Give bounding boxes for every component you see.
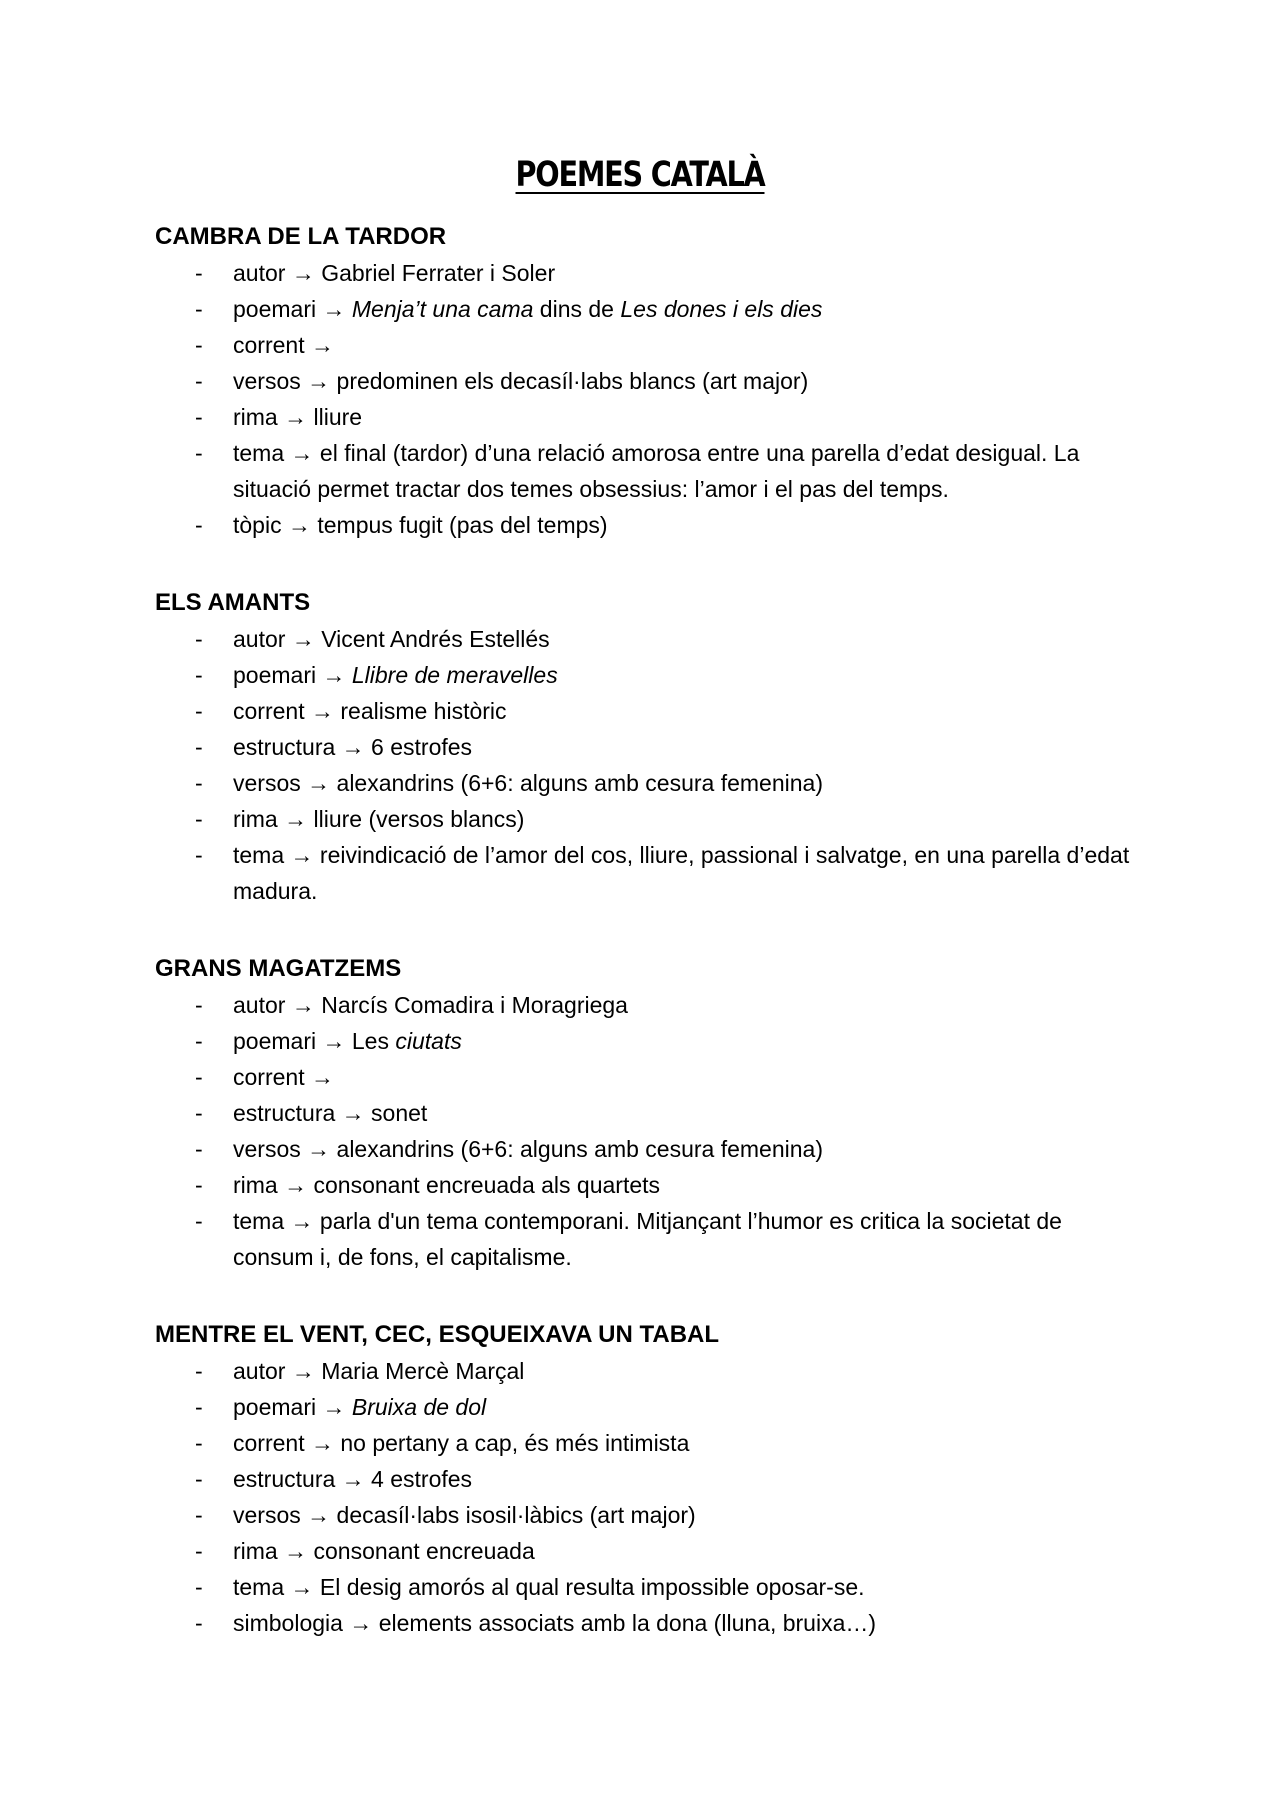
list-item [155, 729, 1145, 765]
list-item [155, 1167, 1145, 1203]
list-item [155, 1095, 1145, 1131]
list-item [155, 1023, 1145, 1059]
dash-bullet: - [195, 260, 203, 286]
item-text: autor → Maria Mercè Marçal [233, 1358, 525, 1384]
dash-bullet: - [195, 332, 203, 358]
dash-bullet: - [195, 1028, 203, 1054]
dash-bullet: - [195, 698, 203, 724]
dash-bullet: - [195, 806, 203, 832]
italic-text: Bruixa de dol [351, 1394, 487, 1420]
item-text: rima → lliure (versos blancs) [233, 806, 525, 832]
poem-section [155, 585, 1145, 909]
item-text: rima → consonant encreuada [233, 1538, 535, 1564]
dash-bullet: - [195, 1358, 203, 1384]
dash-bullet: - [195, 842, 203, 868]
list-item [155, 255, 1145, 291]
dash-bullet: - [195, 1502, 203, 1528]
italic-text: Menja’t una cama [351, 296, 534, 322]
item-text: corrent → realisme històric [233, 698, 507, 724]
list-item [155, 1353, 1145, 1389]
item-text: tema → parla d'un tema contemporani. Mitjançant l’humor es critica la societat de consum i, de fons, el capitalisme. [233, 1208, 1062, 1270]
dash-bullet: - [195, 1136, 203, 1162]
dash-bullet: - [195, 512, 203, 538]
list-item [155, 765, 1145, 801]
section-title: ELS AMANTS [155, 589, 311, 616]
section-title: MENTRE EL VENT, CEC, ESQUEIXAVA UN TABAL [155, 1321, 720, 1348]
section-list [155, 255, 1145, 543]
item-text: poemari → [233, 662, 352, 688]
dash-bullet: - [195, 368, 203, 394]
italic-text: Les dones i els dies [620, 296, 823, 322]
section-title: CAMBRA DE LA TARDOR [155, 223, 447, 250]
list-item [155, 1203, 1145, 1275]
list-item [155, 801, 1145, 837]
section-list [155, 987, 1145, 1275]
item-text: autor → Gabriel Ferrater i Soler [233, 260, 556, 286]
list-item [155, 399, 1145, 435]
dash-bullet: - [195, 1064, 203, 1090]
dash-bullet: - [195, 662, 203, 688]
list-item [155, 1605, 1145, 1641]
item-text: versos → decasíl·labs isosil·làbics (art major) [233, 1502, 696, 1528]
list-item [155, 363, 1145, 399]
list-item [155, 291, 1145, 327]
item-text: rima → consonant encreuada als quartets [233, 1172, 661, 1198]
dash-bullet: - [195, 296, 203, 322]
item-text: corrent → no pertany a cap, és més intimista [233, 1430, 690, 1456]
poem-section [155, 1317, 1145, 1641]
section-title: GRANS MAGATZEMS [155, 955, 402, 982]
poem-section [155, 951, 1145, 1275]
section-list [155, 621, 1145, 909]
item-text: versos → predominen els decasíl·labs blancs (art major) [233, 368, 809, 394]
list-item [155, 507, 1145, 543]
dash-bullet: - [195, 1538, 203, 1564]
poem-section [155, 219, 1145, 543]
list-item [155, 1059, 1145, 1095]
section-list [155, 1353, 1145, 1641]
item-text: simbologia → elements associats amb la dona (lluna, bruixa…) [233, 1610, 877, 1636]
list-item [155, 837, 1145, 909]
dash-bullet: - [195, 770, 203, 796]
item-text: tema → El desig amorós al qual resulta impossible oposar-se. [233, 1574, 865, 1600]
dash-bullet: - [195, 1574, 203, 1600]
italic-text: ciutats [395, 1028, 462, 1054]
list-item [155, 987, 1145, 1023]
dash-bullet: - [195, 1466, 203, 1492]
dash-bullet: - [195, 1610, 203, 1636]
list-item [155, 1533, 1145, 1569]
item-text: poemari → [233, 1394, 352, 1420]
item-text: estructura → 6 estrofes [233, 734, 473, 760]
item-text: tema → el final (tardor) d’una relació amorosa entre una parella d’edat desigual. La situació permet tractar dos temes obsessius: l’amor i el pas del temps. [233, 440, 1080, 502]
list-item [155, 1389, 1145, 1425]
item-text: corrent → [233, 1064, 334, 1090]
item-text: poemari → Les [233, 1028, 396, 1054]
item-text: versos → alexandrins (6+6: alguns amb cesura femenina) [233, 770, 823, 796]
item-text: estructura → 4 estrofes [233, 1466, 473, 1492]
dash-bullet: - [195, 1100, 203, 1126]
dash-bullet: - [195, 734, 203, 760]
item-text: dins de [533, 296, 621, 322]
dash-bullet: - [195, 626, 203, 652]
dash-bullet: - [195, 1172, 203, 1198]
page-title: POEMES CATALÀ [515, 155, 765, 195]
list-item [155, 1497, 1145, 1533]
item-text: autor → Vicent Andrés Estellés [233, 626, 550, 652]
item-text: tema → reivindicació de l’amor del cos, lliure, passional i salvatge, en una parella d’edat madura. [233, 842, 1130, 904]
dash-bullet: - [195, 404, 203, 430]
item-text: estructura → sonet [233, 1100, 428, 1126]
list-item [155, 435, 1145, 507]
list-item [155, 693, 1145, 729]
list-item [155, 1425, 1145, 1461]
item-text: tòpic → tempus fugit (pas del temps) [233, 512, 608, 538]
item-text: autor → Narcís Comadira i Moragriega [233, 992, 628, 1018]
list-item [155, 1569, 1145, 1605]
dash-bullet: - [195, 1394, 203, 1420]
dash-bullet: - [195, 1208, 203, 1234]
list-item [155, 657, 1145, 693]
item-text: versos → alexandrins (6+6: alguns amb cesura femenina) [233, 1136, 823, 1162]
list-item [155, 621, 1145, 657]
item-text: rima → lliure [233, 404, 363, 430]
list-item [155, 1461, 1145, 1497]
list-item [155, 327, 1145, 363]
item-text: corrent → [233, 332, 334, 358]
italic-text: Llibre de meravelles [351, 662, 558, 688]
dash-bullet: - [195, 440, 203, 466]
list-item [155, 1131, 1145, 1167]
dash-bullet: - [195, 992, 203, 1018]
dash-bullet: - [195, 1430, 203, 1456]
item-text: poemari → [233, 296, 352, 322]
